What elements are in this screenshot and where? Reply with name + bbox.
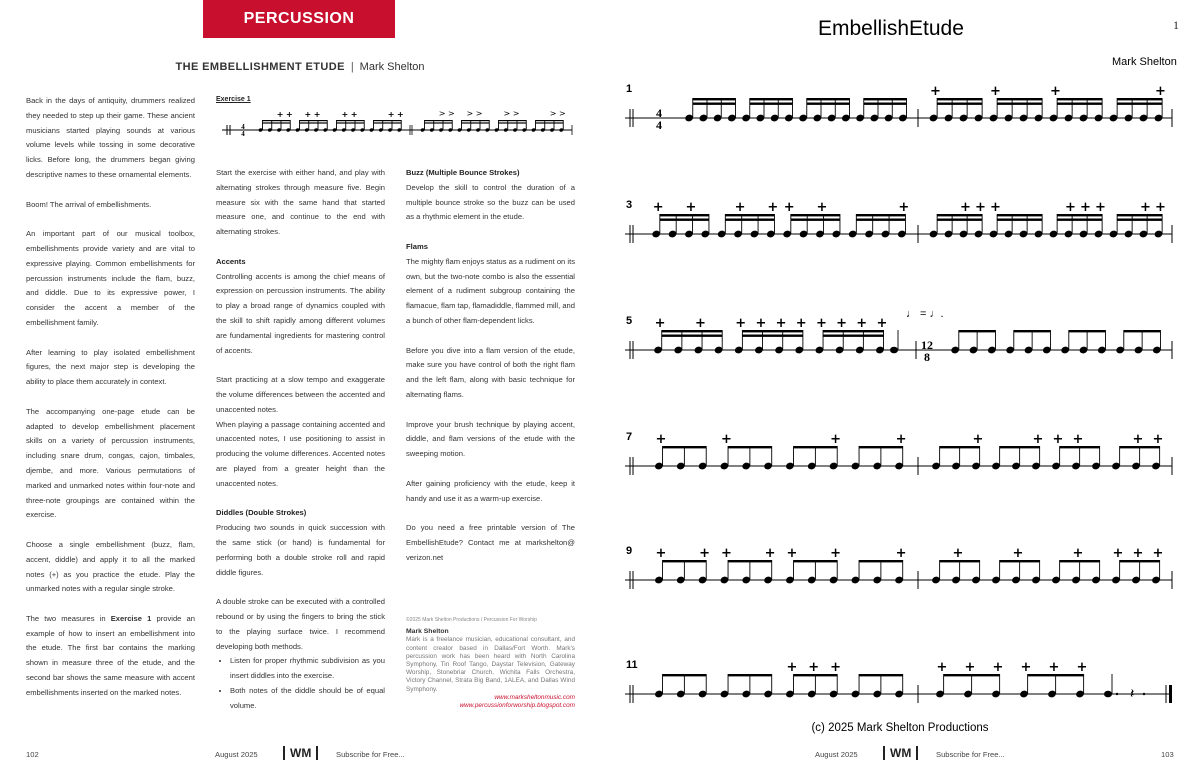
beam <box>1057 98 1102 100</box>
beam <box>823 330 884 332</box>
note-head <box>890 347 898 354</box>
time-signature: 4 <box>656 118 662 132</box>
sheet-page-number: 1 <box>1173 18 1179 32</box>
beam <box>660 219 709 221</box>
plus-mark: + <box>1072 546 1084 561</box>
plus-mark: + <box>699 546 711 561</box>
wm-logo: WM <box>283 746 318 760</box>
buzz-paragraph: Develop the skill to control the duration of a multiple bounce stroke so the buzz can be used as a rhythmic element in the etude. <box>406 182 575 222</box>
article-title-text: THE EMBELLISHMENT ETUDE <box>175 61 345 73</box>
plus-mark: + <box>1052 432 1064 447</box>
flams-paragraph: Before you dive into a flam version of the etude, make sure you have control of both the right flam and the left flam, along with basic technique for alternating flams. <box>406 345 575 399</box>
accent-mark: > <box>549 109 557 118</box>
plus-mark: + <box>755 316 767 331</box>
beam <box>791 214 840 216</box>
col1-paragraph: Boom! The arrival of embellishments. <box>26 199 152 209</box>
beam <box>336 122 364 123</box>
plus-mark: + <box>1032 432 1044 447</box>
plus-mark: + <box>1095 200 1106 215</box>
footer-date: August 2025 <box>815 750 858 759</box>
plus-mark: + <box>1050 84 1061 99</box>
article-title <box>0 61 600 73</box>
bio-link[interactable]: www.marksheltonmusic.com <box>494 693 575 701</box>
col1-paragraph: An important part of our musical toolbox, embellishments provide variety and are vital to expressive playing. Common embellishments for percussion instruments include the flam, buzz, and diddle. Due to its expressive power, I consider the accent a member of the embellishment family. <box>26 229 195 327</box>
beam <box>693 98 736 100</box>
plus-mark: + <box>1155 84 1166 99</box>
plus-mark: + <box>1080 200 1091 215</box>
beam <box>1014 330 1051 332</box>
plus-mark: + <box>1048 660 1060 675</box>
dot <box>1116 693 1118 695</box>
accents-paragraph: When playing a passage containing accented and unaccented notes, I use positioning to assist in producing the volume differences. Accented notes are played from a greater height than the unaccented notes. <box>216 419 385 488</box>
beam <box>864 103 907 105</box>
plus-mark: + <box>786 546 798 561</box>
accent-mark: > <box>438 109 446 118</box>
beam <box>937 98 982 100</box>
beam <box>1117 219 1162 221</box>
col1-paragraph: Choose a single embellishment (buzz, flam, accent, diddle) and apply it to all the marked notes (+) as you practice the etude. Play the unmarked notes with a regular single stroke. <box>26 539 195 594</box>
plus-mark: + <box>720 432 732 447</box>
plus-mark: + <box>795 316 807 331</box>
beam <box>535 120 563 121</box>
accent-mark: > <box>466 109 474 118</box>
beam <box>663 446 707 448</box>
beam <box>997 98 1042 100</box>
plus-mark: + <box>655 546 667 561</box>
footer-logo <box>283 746 318 760</box>
diddle-tips-list <box>216 654 385 713</box>
plus-mark: + <box>1152 546 1164 561</box>
beam <box>1069 330 1106 332</box>
plus-mark: + <box>808 660 820 675</box>
col1-paragraph: The accompanying one-page etude can be adapted to develop embellishment placement skills on a variety of percussion instruments, including snare drum, congas, cajon, timbales, djembe, and more. Various permutations of marked and unmarked notes within four-note and three-note groupings are contained within the exercise. <box>26 406 195 520</box>
plus-mark: + <box>930 84 941 99</box>
plus-mark: + <box>836 316 848 331</box>
column-2 <box>216 166 385 713</box>
dot <box>1143 693 1145 695</box>
beam <box>728 674 772 676</box>
accents-paragraph: Controlling accents is among the chief means of expression on percussion instruments. The ability to play a broad range of dynamics coupled with the skill to shift rapidly among different volumes are fundamental ingredients for mastering control of accents. <box>216 271 385 355</box>
time-signature: 4 <box>241 130 245 138</box>
beam <box>299 120 327 121</box>
plus-mark: + <box>960 200 971 215</box>
time-signature: 12 <box>921 338 933 352</box>
measure-number: 5 <box>626 315 633 327</box>
plus-mark: + <box>1076 660 1088 675</box>
plus-mark: + <box>972 432 984 447</box>
plus-mark: + <box>1072 432 1084 447</box>
beam <box>424 120 452 121</box>
measure-number: 1 <box>626 83 633 95</box>
plus-mark: + <box>735 316 747 331</box>
diddles-paragraph: A double stroke can be executed with a controlled rebound or by using the fingers to bring the stick to the playing surface twice. I recommend developing both methods. <box>216 597 385 651</box>
plus-mark: + <box>387 110 395 119</box>
beam <box>662 330 723 332</box>
list-item: • Listen for proper rhythmic subdivision as you insert diddles into the exercise. <box>230 654 385 684</box>
beam <box>662 335 723 337</box>
plus-mark: + <box>975 200 986 215</box>
col2-intro: Start the exercise with either hand, and play with alternating strokes through measure five. Begin measure six with the same hand that started measure one, and continue to the end with alternating strokes. <box>216 168 385 237</box>
page-number: 103 <box>1161 750 1174 759</box>
bio-text: Mark is a freelance musician, educational consultant, and content creator based in Dallas/Fort Worth. Mark's percussion work has been heard with North Carolina Symphony, Tin Roof Tango, Daystar Television, Gateway Worship, Stonebriar Church, Wichita Falls Orchestra, Victory Channel, Strata Big Band, 1ALEA, and Dallas Wind Symphony. <box>406 636 575 693</box>
beam <box>461 122 489 123</box>
accent-mark: > <box>448 109 455 118</box>
beam <box>1124 330 1161 332</box>
title-divider: | <box>350 61 354 73</box>
plus-mark: + <box>341 110 349 119</box>
score-copyright: (c) 2025 Mark Shelton Productions <box>811 722 989 734</box>
plus-mark: + <box>397 110 404 119</box>
beam <box>424 122 452 123</box>
article-author: Mark Shelton <box>359 61 425 73</box>
plus-mark: + <box>654 316 666 331</box>
time-signature: 8 <box>924 350 930 364</box>
plus-mark: + <box>990 84 1001 99</box>
plus-mark: + <box>815 316 827 331</box>
diddles-paragraph: Producing two sounds in quick succession with the same stick (or hand) is fundamental for performing both a double stroke roll and rapid diddle figures. <box>216 523 385 577</box>
beam <box>750 98 793 100</box>
bio-name: Mark Shelton <box>406 628 449 636</box>
plus-mark: + <box>1112 546 1124 561</box>
accents-heading: Accents <box>216 256 246 266</box>
plus-mark: + <box>876 316 888 331</box>
bio-link[interactable]: www.percussionforworship.blogspot.com <box>459 702 575 710</box>
footer-date: August 2025 <box>215 750 258 759</box>
exercise-1-notation <box>222 102 577 146</box>
measure-number: 11 <box>626 659 638 671</box>
plus-mark: + <box>830 546 842 561</box>
sheet-title: EmbellishEtude <box>818 17 964 40</box>
plus-mark: + <box>990 200 1001 215</box>
measure-number: 7 <box>626 431 633 443</box>
col1-paragraph-last <box>26 612 195 701</box>
wm-logo: WM <box>883 746 918 760</box>
beam <box>959 330 996 332</box>
plus-mark: + <box>1012 546 1024 561</box>
beam <box>498 120 526 121</box>
final-barline <box>1169 685 1172 703</box>
buzz-heading: Buzz (Multiple Bounce Strokes) <box>406 168 520 177</box>
beam <box>262 120 290 121</box>
author-bio <box>406 616 575 710</box>
col1-paragraph: Back in the days of antiquity, drummers realized they needed to step up their game. These ancient musicians started playing sounds at various volume levels while tossing in some decorative licks. Before long, the drummers began giving descriptive names to these ornamental elements. <box>26 96 195 179</box>
plus-mark: + <box>1132 432 1144 447</box>
beam <box>1057 219 1102 221</box>
beam <box>461 120 489 121</box>
plus-mark: + <box>775 316 787 331</box>
tempo-equivalence: ♩ = ♩. <box>906 308 944 320</box>
beam <box>997 103 1042 105</box>
accent-mark: > <box>512 109 520 118</box>
plus-mark: + <box>1140 200 1151 215</box>
plus-mark: + <box>694 316 706 331</box>
diddles-heading: Diddles (Double Strokes) <box>216 508 307 518</box>
text-fragment: The two measures in <box>26 613 111 623</box>
plus-mark: + <box>313 110 321 119</box>
column-3 <box>406 166 575 580</box>
plus-mark: + <box>783 200 795 215</box>
plus-mark: + <box>734 200 746 215</box>
beam <box>299 122 327 123</box>
footer-logo <box>883 746 918 760</box>
beam <box>742 335 803 337</box>
plus-mark: + <box>1020 660 1032 675</box>
plus-mark: + <box>895 432 907 447</box>
score-notation <box>600 0 1200 720</box>
plus-mark: + <box>764 546 776 561</box>
plus-mark: + <box>964 660 976 675</box>
plus-mark: + <box>652 200 664 215</box>
beam <box>373 122 401 123</box>
plus-mark: + <box>304 110 312 119</box>
plus-mark: + <box>898 200 910 215</box>
plus-mark: + <box>276 110 284 119</box>
plus-mark: + <box>856 316 868 331</box>
beam <box>937 219 982 221</box>
beam <box>336 120 364 121</box>
beam <box>498 122 526 123</box>
beam <box>864 98 907 100</box>
measure-number: 9 <box>626 545 633 557</box>
plus-mark: + <box>830 432 842 447</box>
plus-mark: + <box>1152 432 1164 447</box>
col1-paragraph: After learning to play isolated embellishment figures, the next major step is developing the ability to place them accurately in context. <box>26 347 195 387</box>
beam <box>373 120 401 121</box>
beam <box>997 214 1042 216</box>
accents-paragraph: Start practicing at a slow tempo and exaggerate the volume differences between the accented and unaccented notes. <box>216 375 385 414</box>
beam <box>856 219 905 221</box>
flams-heading: Flams <box>406 241 428 251</box>
accent-mark: > <box>475 109 483 118</box>
plus-mark: + <box>1065 200 1076 215</box>
plus-mark: + <box>286 110 293 119</box>
accent-mark: > <box>503 109 511 118</box>
beam <box>535 122 563 123</box>
flams-paragraph: The mighty flam enjoys status as a rudiment on its own, but the two-note combo is also the essential element of a rudiment subgroup containing the flamacue, flam tap, flamadiddle, flammed mill, and a bunch of other flam-dependent licks. <box>406 256 575 325</box>
beam <box>1117 103 1162 105</box>
column-1 <box>26 94 195 715</box>
flams-paragraph: Do you need a free printable version of The EmbellishEtude? Contact me at markshelton@ verizon.net <box>406 523 575 562</box>
rest: 𝄽 <box>1130 686 1135 702</box>
note-head <box>1104 691 1112 698</box>
plus-mark: + <box>720 546 732 561</box>
flams-paragraph: After gaining proficiency with the etude, keep it handy and use it as a warm-up exercise. <box>406 478 575 503</box>
beam <box>725 219 774 221</box>
accent-mark: > <box>559 109 566 118</box>
beam <box>693 103 736 105</box>
plus-mark: + <box>1132 546 1144 561</box>
subscribe-link[interactable]: Subscribe for Free... <box>936 750 1005 759</box>
text-fragment: provide an example of how to insert an embellishment into the etude. The first bar contains the marking shown in measure three of the etude, and the second bar shows the same measure with accent embellishments inserted on the marked notes. <box>26 613 195 697</box>
bio-copyright: ©2025 Mark Shelton Productions / Percussion For Worship <box>406 617 537 623</box>
plus-mark: + <box>895 546 907 561</box>
beam <box>660 214 709 216</box>
plus-mark: + <box>936 660 948 675</box>
beam <box>1057 103 1102 105</box>
plus-mark: + <box>786 660 798 675</box>
measure-number: 3 <box>626 199 633 211</box>
plus-mark: + <box>830 660 842 675</box>
plus-mark: + <box>350 110 358 119</box>
time-signature: 4 <box>241 123 245 131</box>
beam <box>823 335 884 337</box>
beam <box>750 103 793 105</box>
beam <box>807 98 850 100</box>
plus-mark: + <box>767 200 779 215</box>
time-signature: 4 <box>656 106 662 120</box>
flams-paragraph: Improve your brush technique by playing accent, diddle, and flam versions of the etude with the sweeping motion. <box>406 419 575 459</box>
beam <box>742 330 803 332</box>
plus-mark: + <box>992 660 1004 675</box>
plus-mark: + <box>816 200 828 215</box>
beam <box>728 446 772 448</box>
composer-name: Mark Shelton <box>1112 56 1177 68</box>
plus-mark: + <box>655 432 667 447</box>
exercise-reference: Exercise 1 <box>110 613 152 623</box>
plus-mark: + <box>952 546 964 561</box>
page-number: 102 <box>26 750 39 759</box>
right-page <box>600 0 1200 776</box>
beam <box>262 122 290 123</box>
plus-mark: + <box>1155 200 1166 215</box>
beam <box>859 674 903 676</box>
list-item: • Both notes of the diddle should be of equal volume. <box>230 684 385 714</box>
exercise-label: Exercise 1 <box>216 96 251 103</box>
beam <box>663 674 707 676</box>
section-banner: PERCUSSION <box>203 0 395 38</box>
subscribe-link[interactable]: Subscribe for Free... <box>336 750 405 759</box>
plus-mark: + <box>685 200 697 215</box>
beam <box>791 219 840 221</box>
beam <box>807 103 850 105</box>
beam <box>997 219 1042 221</box>
beam <box>937 103 982 105</box>
